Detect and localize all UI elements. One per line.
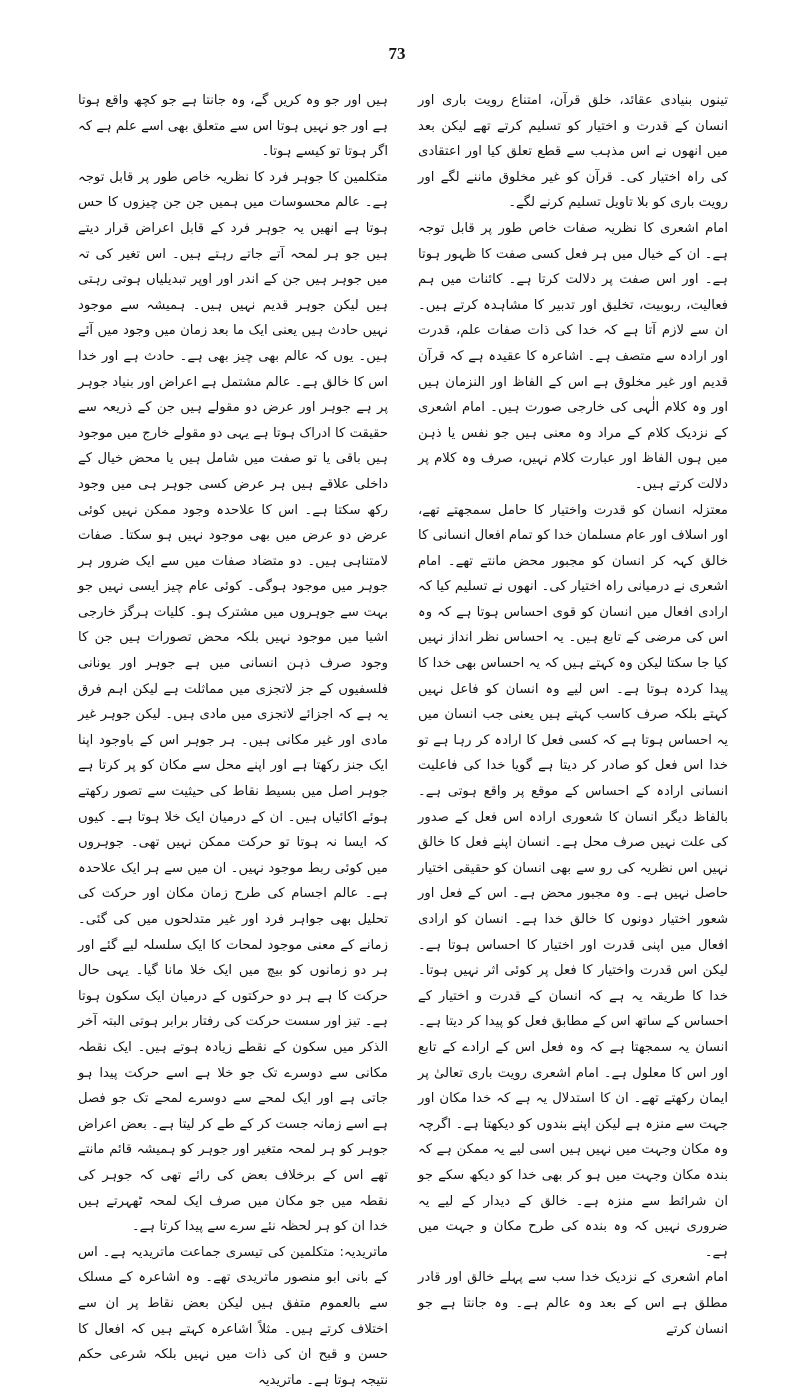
paragraph-core-beliefs: تینوں بنیادی عقائد، خلق قرآن، امتناع رویت باری اور انسان کے قدرت و اختیار کو تسلیم کرتے تھے لیکن بعد میں انھوں نے اس مذہب سے قطع تعلق کیا اور اعتقادی کی راہ اختیار کی۔ قرآن کو غیر مخلوق ماننے لگے اور رویت باری کو بلا تاویل تسلیم کرنے لگے۔ <box>418 93 728 211</box>
paragraph-knowledge-continued: ہیں اور جو وہ کریں گے، وہ جانتا ہے جو کچھ واقع ہوتا ہے اور جو نہیں ہوتا اس سے متعلق بھی اسے علم ہے کہ اگر ہوتا تو کیسے ہوتا۔ <box>78 93 388 160</box>
paragraph-atomism: متکلمین کا جوہر فرد کا نظریہ خاص طور پر قابل توجہ ہے۔ عالم محسوسات میں ہمیں جن جن چیزوں کا حس ہوتا ہے انھیں یہ جوہر فرد کے قابل اعراض قرار دیتے ہیں جو ہر لمحہ آتے جاتے رہتے ہیں۔ اس تغیر کی تہ میں جوہر ہیں جن کے اندر اور اوپر تبدیلیاں ہوتی رہتی ہیں لیکن جوہر قدیم نہیں ہیں۔ ہمیشہ سے موجود نہیں حادث ہیں یعنی ایک ما بعد زمان میں وجود میں آئے ہیں۔ یوں کہ عالم بھی چیز بھی ہے۔ حادث ہے اور خدا اس کا خالق ہے۔ عالم مشتمل ہے اعراض اور بنیاد جوہر پر ہے جوہر اور عرض دو مقولے ہیں جن کے ذریعہ سے حقیقت کا ادراک ہوتا ہے یہی دو مقولے خارج میں موجود ہیں باقی یا تو صفت میں شامل ہیں یا محض خیال کے داخلی علاقے ہیں ہر عرض کسی جوہر ہی میں وجود رکھ سکتا ہے۔ اس کا علاحدہ وجود ممکن نہیں کوئی عرض دو عرض میں بھی موجود نہیں ہو سکتا۔ صفات لامتناہی ہیں۔ دو متضاد صفات میں سے ایک ضرور ہر جوہر میں موجود ہوگی۔ کوئی عام چیز ایسی نہیں جو بہت سے جوہروں میں مشترک ہو۔ کلیات ہرگز خارجی اشیا میں موجود نہیں بلکہ محض تصورات ہیں جن کا وجود صرف ذہن انسانی میں ہے جوہر اور یونانی فلسفیوں کے جز لاتجزی میں مماثلت ہے لیکن اہم فرق یہ ہے کہ اجزائے لاتجزی میں مادی ہیں۔ لیکن جوہر غیر مادی اور غیر مکانی ہیں۔ ہر جوہر اس کے باوجود اپنا ایک جنز رکھتا ہے اور اپنے محل سے مکان کو پر کرتا ہے جوہر اصل میں بسیط نقاط کی حیثیت سے تصور رکھتے ہوئے اکائیاں ہیں۔ ان کے درمیان ایک خلا ہوتا ہے۔ کیوں کہ ایسا نہ ہوتا تو حرکت ممکن نہیں تھی۔ جوہروں میں کوئی ربط موجود نہیں۔ ان میں سے ہر ایک علاحدہ ہے۔ عالم اجسام کی طرح زمان مکان اور حرکت کی تحلیل بھی جواہر فرد اور غیر متدلحوں میں کی گئی۔ زمانے کے معنی موجود لمحات کا ایک سلسلہ لیے گئے اور ہر دو زمانوں کو بیچ میں ایک خلا مانا گیا۔ یہی حال حرکت کا ہے ہر دو حرکتوں کے درمیان ایک سکون ہوتا ہے۔ تیز اور سست حرکت کی رفتار برابر ہوتی البتہ آخر الذکر میں سکون کے نقطے زیادہ ہوتے ہیں۔ ایک نقطہ مکانی سے دوسرے تک جو خلا ہے اسے حرکت پیدا ہو جاتی ہے اور ایک لمحے سے دوسرے لمحے تک جو فصل ہے اسے زمانہ جست کر کے طے کر لیتا ہے۔ بعض اعراض جوہر کو ہر لمحہ متغیر اور جوہر کو ہمیشہ قائم مانتے تھے اس کے برخلاف بعض کی رائے تھی کہ جوہر کی نقطہ میں جو مکان میں صرف ایک لمحہ ٹھہرتے ہیں خدا ان کو ہر لحظہ نئے سرے سے پیدا کرتا ہے۔ <box>78 169 388 1235</box>
left-column <box>78 88 388 1388</box>
paragraph-attributes: امام اشعری کا نظریہ صفات خاص طور پر قابل توجہ ہے۔ ان کے خیال میں ہر فعل کسی صفت کا ظہور ہوتا ہے۔ اور اس صفت پر دلالت کرتا ہے۔ کائنات میں ہم فعالیت، ربوبیت، تخلیق اور تدبیر کا مشاہدہ کرتے ہیں۔ ان سے لازم آتا ہے کہ خدا کی ذات صفات علم، قدرت اور ارادہ سے متصف ہے۔ اشاعرہ کا عقیدہ ہے کہ قرآن قدیم اور غیر مخلوق ہے اس کے الفاظ اور النزمان ہیں اور وہ کلام الٰہی کی خارجی صورت ہیں۔ امام اشعری کے نزدیک کلام کے مراد وہ معنی ہیں جو نفس یا ذہن میں ہوں الفاظ اور عبارت کلام نہیں، صرف وہ کلام پر دلالت کرتے ہیں۔ <box>418 220 728 492</box>
right-column <box>418 88 728 1337</box>
page-number: 73 <box>388 44 406 63</box>
paragraph-maturidiyya: ماتریدیہ: متکلمین کی تیسری جماعت ماتریدیہ ہے۔ اس کے بانی ابو منصور ماتریدی تھے۔ وہ اشاعرہ کے مسلک سے بالعموم متفق ہیں لیکن بعض نقاط پر ان سے اختلاف کرتے ہیں۔ مثلاً اشاعرہ کہتے ہیں کہ افعال کا حسن و قبح ان کی ذات میں نہیں بلکہ شرعی حکم نتیجہ ہوتا ہے۔ ماتریدیہ <box>78 1244 388 1388</box>
paragraph-free-will: معتزلہ انسان کو قدرت واختیار کا حامل سمجھتے تھے، اور اسلاف اور عام مسلمان خدا کو تمام افعال انسانی کا خالق کہہ کر انسان کو مجبور محض مانتے تھے۔ امام اشعری نے درمیانی راہ اختیار کی۔ انھوں نے تسلیم کیا کہ ارادی افعال میں انسان کو قوی احساس ہوتا ہے کہ وہ اس کی مرضی کے تابع ہیں۔ یہ احساس نظر انداز نہیں کیا جا سکتا لیکن وہ کہتے ہیں کہ یہ احساس بھی خدا کا پیدا کردہ ہوتا ہے۔ اس لیے وہ انسان کو فاعل نہیں کہتے بلکہ صرف کاسب کہتے ہیں یعنی جب انسان میں یہ احساس ہوتا ہے کہ کسی فعل کا ارادہ کر رہا ہے تو خدا اس فعل کو صادر کر دیتا ہے گویا خدا کی فاعلیت انسانی ارادہ کے احساس کے موقع پر واقع ہوتی ہے۔ بالفاظ دیگر انسان کا شعوری ارادہ اس فعل کے صدور کی علت نہیں صرف محل ہے۔ انسان اپنے فعل کا خالق نہیں اس نظریہ کی رو سے بھی انسان کو حقیقی اختیار حاصل نہیں ہے۔ وہ مجبور محض ہے۔ اس کے فعل اور شعور اختیار دونوں کا خالق خدا ہے۔ انسان کو ارادی افعال میں اپنی قدرت اور اختیار کا احساس ہوتا ہے۔ لیکن اس قدرت واختیار کا فعل پر کوئی اثر نہیں ہوتا۔ خدا کا طریقہ یہ ہے کہ انسان کے قدرت و اختیار کے احساس کے ساتھ اس کے مطابق فعل کو پیدا کر دیتا ہے۔ انسان یہ سمجھتا ہے کہ وہ فعل اس کے ارادے کے تابع اور اس کا معلول ہے۔ امام اشعری رویت باری تعالیٰ پر ایمان رکھتے تھے۔ ان کا استدلال یہ ہے کہ خدا مکان اور جہت سے منزہ ہے لیکن اپنے بندوں کو دیکھتا ہے۔ اگرچہ وہ مکان وجہت میں نہیں ہیں اسی لیے یہ ممکن ہے کہ بندہ مکان وجہت میں ہو کر بھی خدا کو دیکھ سکے جو ان شرائط سے منزہ ہے۔ خالق کے دیدار کے لیے یہ ضروری نہیں کہ وہ بندہ کی طرح مکان و جہت میں ہے۔ <box>418 502 728 1260</box>
text-columns <box>78 88 728 1388</box>
paragraph-knowledge: امام اشعری کے نزدیک خدا سب سے پہلے خالق اور قادر مطلق ہے اس کے بعد وہ عالم ہے۔ وہ جانتا ہے جو انسان کرتے <box>418 1270 728 1337</box>
